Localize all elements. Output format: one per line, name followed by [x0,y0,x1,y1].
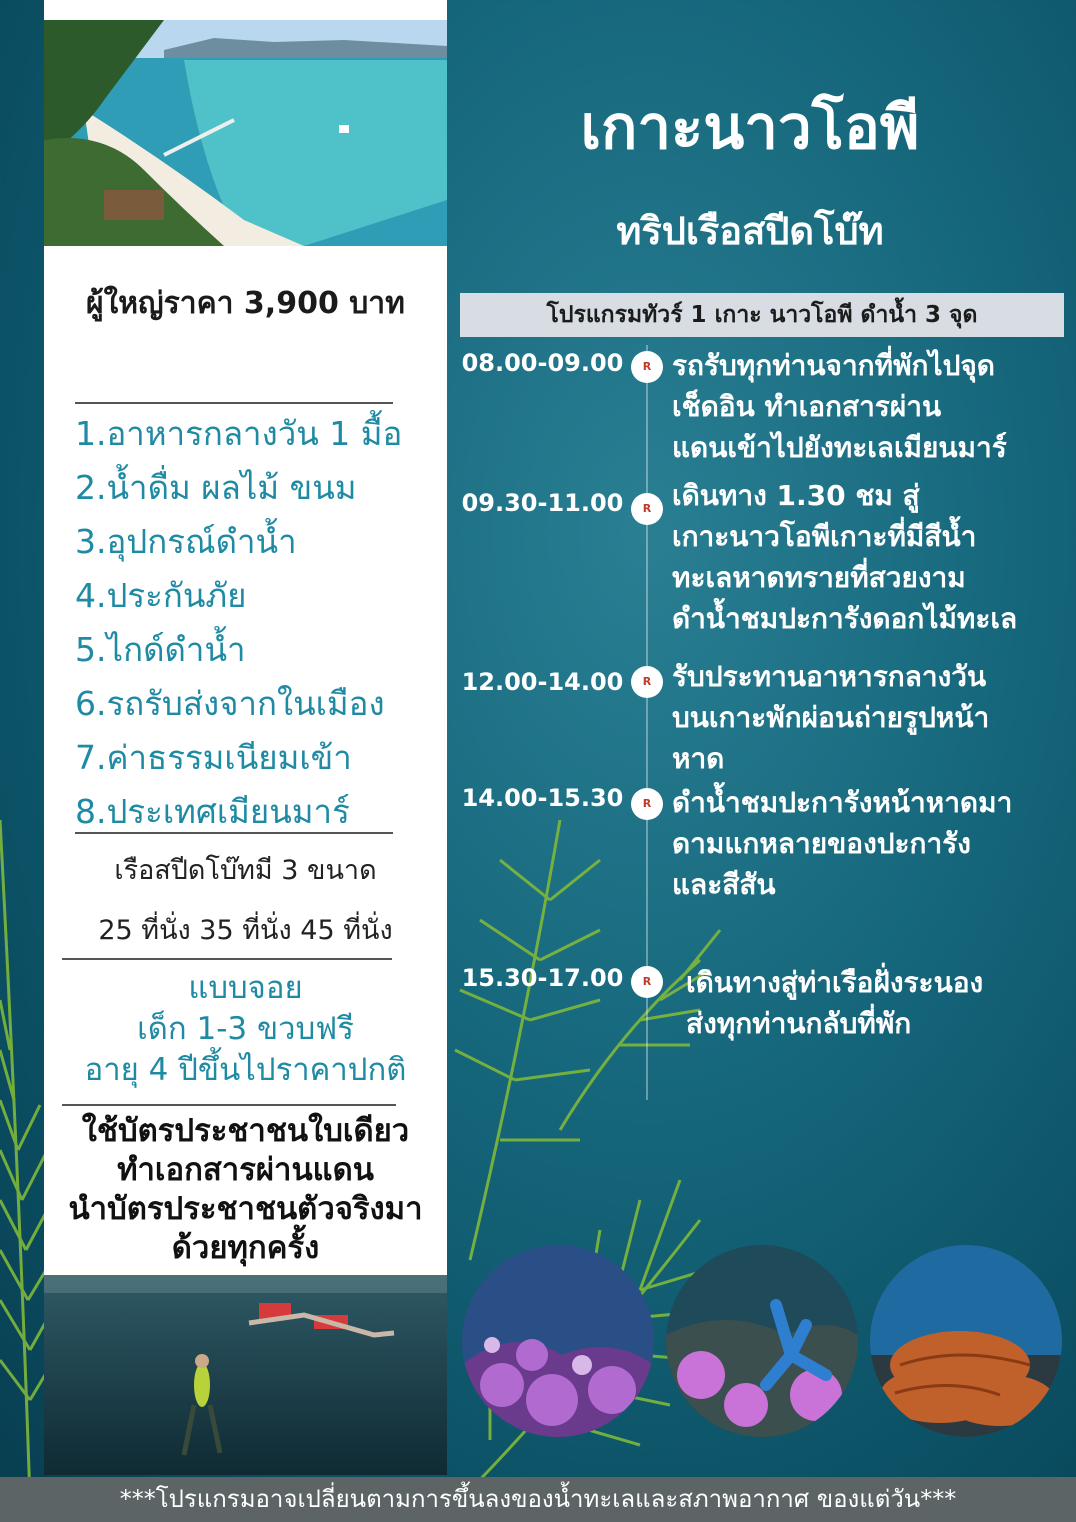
inclusion-item: 8.ประเทศเมียนมาร์ [75,792,350,831]
tour-logo-icon: R [631,493,663,525]
joint-age-note: อายุ 4 ปีขึ้นไปราคาปกติ [84,1052,407,1088]
schedule-description [686,962,1076,1044]
inclusion-item: 4.ประกันภัย [75,576,247,615]
schedule-line: เดินทางสู่ท่าเรือฝั่งระนอง [686,966,984,999]
schedule-line: เกาะนาวโอพีเกาะที่มีสีน้ำ [672,520,977,553]
tour-logo-icon: R [631,351,663,383]
inclusion-item: 7.ค่าธรรมเนียมเข้า [75,738,352,777]
page-title: เกาะนาวโอพี [580,93,920,163]
schedule-time: 09.30-11.00 [461,489,624,517]
divider [62,1104,396,1106]
tour-logo-icon: R [631,666,663,698]
id-note-line: ทำเอกสารผ่านแดน [117,1152,374,1188]
id-note-line: นำบัตรประชาชนตัวจริงมา [68,1191,423,1227]
boat-sizes-title: เรือสปีดโบ๊ทมี 3 ขนาด [114,855,377,886]
schedule-description [672,656,1072,779]
schedule-line: บนเกาะพักผ่อนถ่ายรูปหน้า [672,701,990,734]
schedule-line: ดามแกหลายของปะการัง [672,827,971,860]
beach-photo [44,20,447,246]
inclusions-list [75,410,402,842]
adult-price: ผู้ใหญ่ราคา 3,900 บาท [86,286,405,321]
schedule-description [672,782,1072,905]
schedule-line: เช็ดอิน ทำเอกสารผ่าน [672,390,942,423]
schedule-line: เดินทาง 1.30 ชม สู่ [672,479,920,512]
coral-photo [462,1245,654,1437]
inclusion-item: 3.อุปกรณ์ดำน้ำ [75,522,297,561]
joint-trip-info [44,968,447,1091]
schedule-time: 15.30-17.00 [461,964,624,992]
coral-photo [666,1245,858,1437]
schedule-line: แดนเข้าไปยังทะเลเมียนมาร์ [672,431,1007,464]
schedule-line: ดำน้ำชมปะการังหน้าหาดมา [672,786,1013,819]
joint-title: แบบจอย [188,970,303,1006]
divider [75,832,393,834]
footer-disclaimer: ***โปรแกรมอาจเปลี่ยนตามการขึ้นลงของน้ำทะเลและสภาพอากาศ ของแต่วัน*** [0,1477,1076,1522]
id-note-line: ด้วยทุกครั้ง [171,1230,320,1266]
schedule-time: 12.00-14.00 [461,668,624,696]
page-subtitle: ทริปเรือสปีดโบ๊ท [616,209,884,253]
schedule-line: รถรับทุกท่านจากที่พักไปจุด [672,349,995,382]
id-note-line: ใช้บัตรประชาชนใบเดียว [81,1113,410,1149]
schedule-line: รับประทานอาหารกลางวัน [672,660,987,693]
divider [75,402,393,404]
divider [62,958,392,960]
id-card-note [44,1112,447,1268]
schedule-description [672,345,1072,468]
tour-logo-icon: R [631,788,663,820]
tour-logo-icon: R [631,966,663,998]
schedule-line: ทะเลหาดทรายที่สวยงาม [672,561,966,594]
schedule-time: 14.00-15.30 [461,784,624,812]
schedule-time: 08.00-09.00 [461,349,624,377]
schedule-description [672,475,1072,639]
schedule-line: ส่งทุกท่านกลับที่พัก [686,1007,912,1040]
inclusion-item: 5.ไกด์ดำน้ำ [75,630,246,669]
schedule-line: ดำน้ำชมปะการังดอกไม้ทะเล [672,602,1018,635]
inclusion-item: 6.รถรับส่งจากในเมือง [75,684,385,723]
inclusion-item: 2.น้ำดื่ม ผลไม้ ขนม [75,468,357,507]
snorkel-photo [44,1275,447,1475]
schedule-line: หาด [672,742,725,775]
joint-child-note: เด็ก 1-3 ขวบฟรี [137,1011,354,1047]
program-heading: โปรแกรมทัวร์ 1 เกาะ นาวโอพี ดำน้ำ 3 จุด [460,293,1064,337]
coral-photo [870,1245,1062,1437]
inclusion-item: 1.อาหารกลางวัน 1 มื้อ [75,414,403,453]
schedule-line: และสีสัน [672,868,776,901]
boat-sizes: 25 ที่นั่ง 35 ที่นั่ง 45 ที่นั่ง [98,915,393,946]
